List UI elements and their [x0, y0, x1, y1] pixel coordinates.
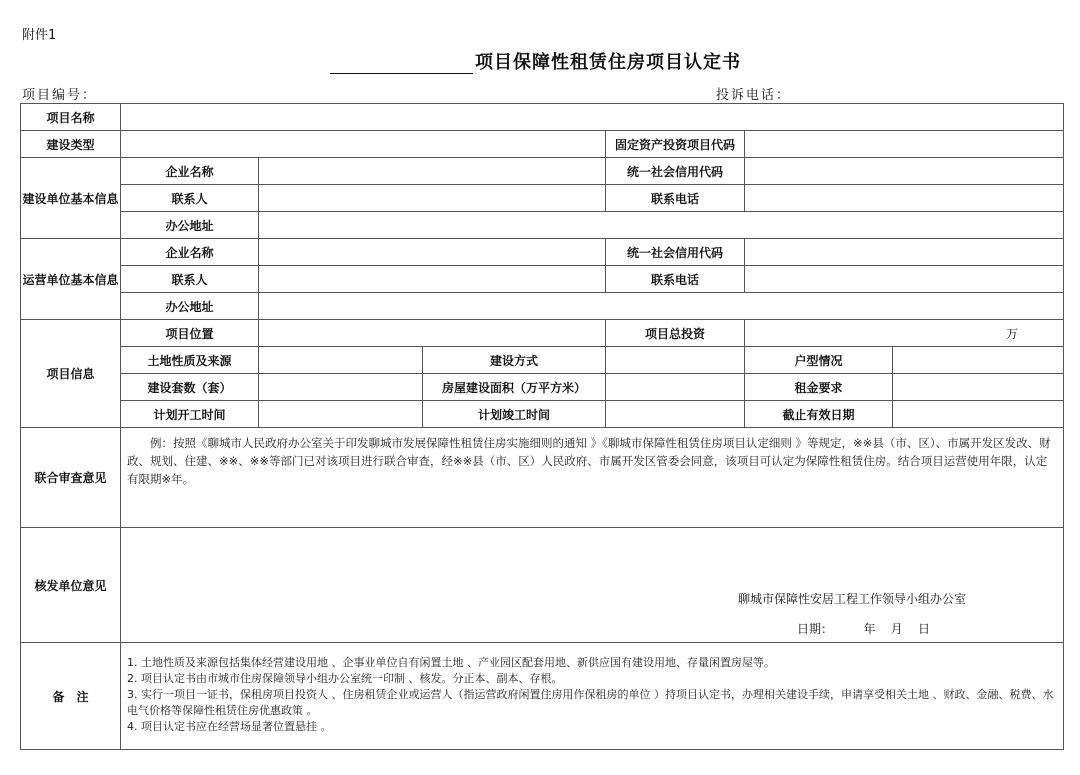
- field-floor-area[interactable]: [606, 374, 745, 401]
- field-builder-phone[interactable]: [745, 185, 1064, 212]
- complaint-phone-label: 投诉电话：: [716, 88, 792, 103]
- label-unit-type: 户型情况: [745, 347, 893, 374]
- label-builder-info: 建设单位基本信息: [21, 158, 121, 239]
- label-project-location: 项目位置: [121, 320, 259, 347]
- field-unit-type[interactable]: [893, 347, 1064, 374]
- field-operator-address[interactable]: [259, 293, 1064, 320]
- label-build-method: 建设方式: [423, 347, 606, 374]
- page-title: [330, 48, 741, 74]
- label-build-type: 建设类型: [21, 131, 121, 158]
- joint-review-text: 例：按照《聊城市人民政府办公室关于印发聊城市发展保障性租赁住房实施细则的通知 》《聊城市保障性租赁住房项目认定细则 》等规定，※※县（市、区）、市属开发区发改、财政、规划、住建、※※、※※等部门已对该项目进行联合审查，经※※县（市、区）人民政府、市属开发区管委会同意，该项目可认定为保障性租赁住房。结合项目运营使用年限，认定有限期※年。: [121, 428, 1064, 528]
- label-contact: 联系人: [121, 185, 259, 212]
- label-rent-req: 租金要求: [745, 374, 893, 401]
- field-project-name[interactable]: [121, 104, 1064, 131]
- certificate-form: [20, 103, 1064, 750]
- field-finish-time[interactable]: [606, 401, 745, 428]
- field-unit-count[interactable]: [259, 374, 423, 401]
- note-item: 3. 实行一项目一证书，保租房项目投资人 、住房租赁企业或运营人（指运营政府闲置住房用作保租房的单位 ）持项目认定书，办理相关建设手续，申请享受相关土地 、财政、金融、税费、水电气价格等保障性租赁住房优惠政策 。: [127, 688, 1054, 717]
- label-joint-review: 联合审查意见: [21, 428, 121, 528]
- label-finish-time: 计划竣工时间: [423, 401, 606, 428]
- label-credit-code: 统一社会信用代码: [606, 158, 745, 185]
- label-office-address: 办公地址: [121, 212, 259, 239]
- field-fixed-asset-code[interactable]: [745, 131, 1064, 158]
- field-total-investment[interactable]: [745, 320, 1064, 347]
- remarks-notes: [121, 643, 1064, 750]
- field-operator-company[interactable]: [259, 239, 606, 266]
- note-item: 1. 土地性质及来源包括集体经营建设用地 、企事业单位自有闲置土地 、产业园区配套用地、新供应国有建设用地、存量闲置房屋等。: [127, 656, 775, 669]
- field-builder-contact[interactable]: [259, 185, 606, 212]
- label-issuer: 核发单位意见: [21, 528, 121, 643]
- label-contact-phone: 联系电话: [606, 185, 745, 212]
- title-blank[interactable]: [330, 55, 473, 74]
- label-office-address: 办公地址: [121, 293, 259, 320]
- issue-date: 日期： 年 月 日: [797, 622, 931, 636]
- field-expiry[interactable]: [893, 401, 1064, 428]
- label-fixed-asset-code: 固定资产投资项目代码: [606, 131, 745, 158]
- investment-unit: 万: [1006, 326, 1019, 341]
- label-project-info: 项目信息: [21, 320, 121, 428]
- note-item: 2. 项目认定书由市城市住房保障领导小组办公室统一印制 、核发。分正本、副本、存根。: [127, 672, 563, 685]
- label-remarks: 备 注: [21, 643, 121, 750]
- field-operator-phone[interactable]: [745, 266, 1064, 293]
- field-builder-company[interactable]: [259, 158, 606, 185]
- title-text: 项目保障性租赁住房项目认定书: [475, 52, 741, 73]
- field-builder-credit-code[interactable]: [745, 158, 1064, 185]
- field-operator-credit-code[interactable]: [745, 239, 1064, 266]
- label-contact-phone: 联系电话: [606, 266, 745, 293]
- label-total-investment: 项目总投资: [606, 320, 745, 347]
- label-credit-code: 统一社会信用代码: [606, 239, 745, 266]
- field-rent-req[interactable]: [893, 374, 1064, 401]
- label-company-name: 企业名称: [121, 239, 259, 266]
- label-project-name: 项目名称: [21, 104, 121, 131]
- field-issuer-opinion[interactable]: [121, 528, 1064, 643]
- note-item: 4. 项目认定书应在经营场显著位置悬挂 。: [127, 720, 332, 733]
- field-operator-contact[interactable]: [259, 266, 606, 293]
- label-land-nature: 土地性质及来源: [121, 347, 259, 374]
- project-no-label: 项目编号：: [22, 88, 98, 103]
- annex-label: 附件1: [22, 28, 57, 43]
- label-contact: 联系人: [121, 266, 259, 293]
- field-start-time[interactable]: [259, 401, 423, 428]
- label-operator-info: 运营单位基本信息: [21, 239, 121, 320]
- issuer-org: 聊城市保障性安居工程工作领导小组办公室: [738, 592, 967, 606]
- label-expiry: 截止有效日期: [745, 401, 893, 428]
- label-floor-area: 房屋建设面积（万平方米）: [423, 374, 606, 401]
- field-land-nature[interactable]: [259, 347, 423, 374]
- label-company-name: 企业名称: [121, 158, 259, 185]
- field-builder-address[interactable]: [259, 212, 1064, 239]
- field-build-method[interactable]: [606, 347, 745, 374]
- label-unit-count: 建设套数（套）: [121, 374, 259, 401]
- field-build-type[interactable]: [121, 131, 606, 158]
- field-project-location[interactable]: [259, 320, 606, 347]
- label-start-time: 计划开工时间: [121, 401, 259, 428]
